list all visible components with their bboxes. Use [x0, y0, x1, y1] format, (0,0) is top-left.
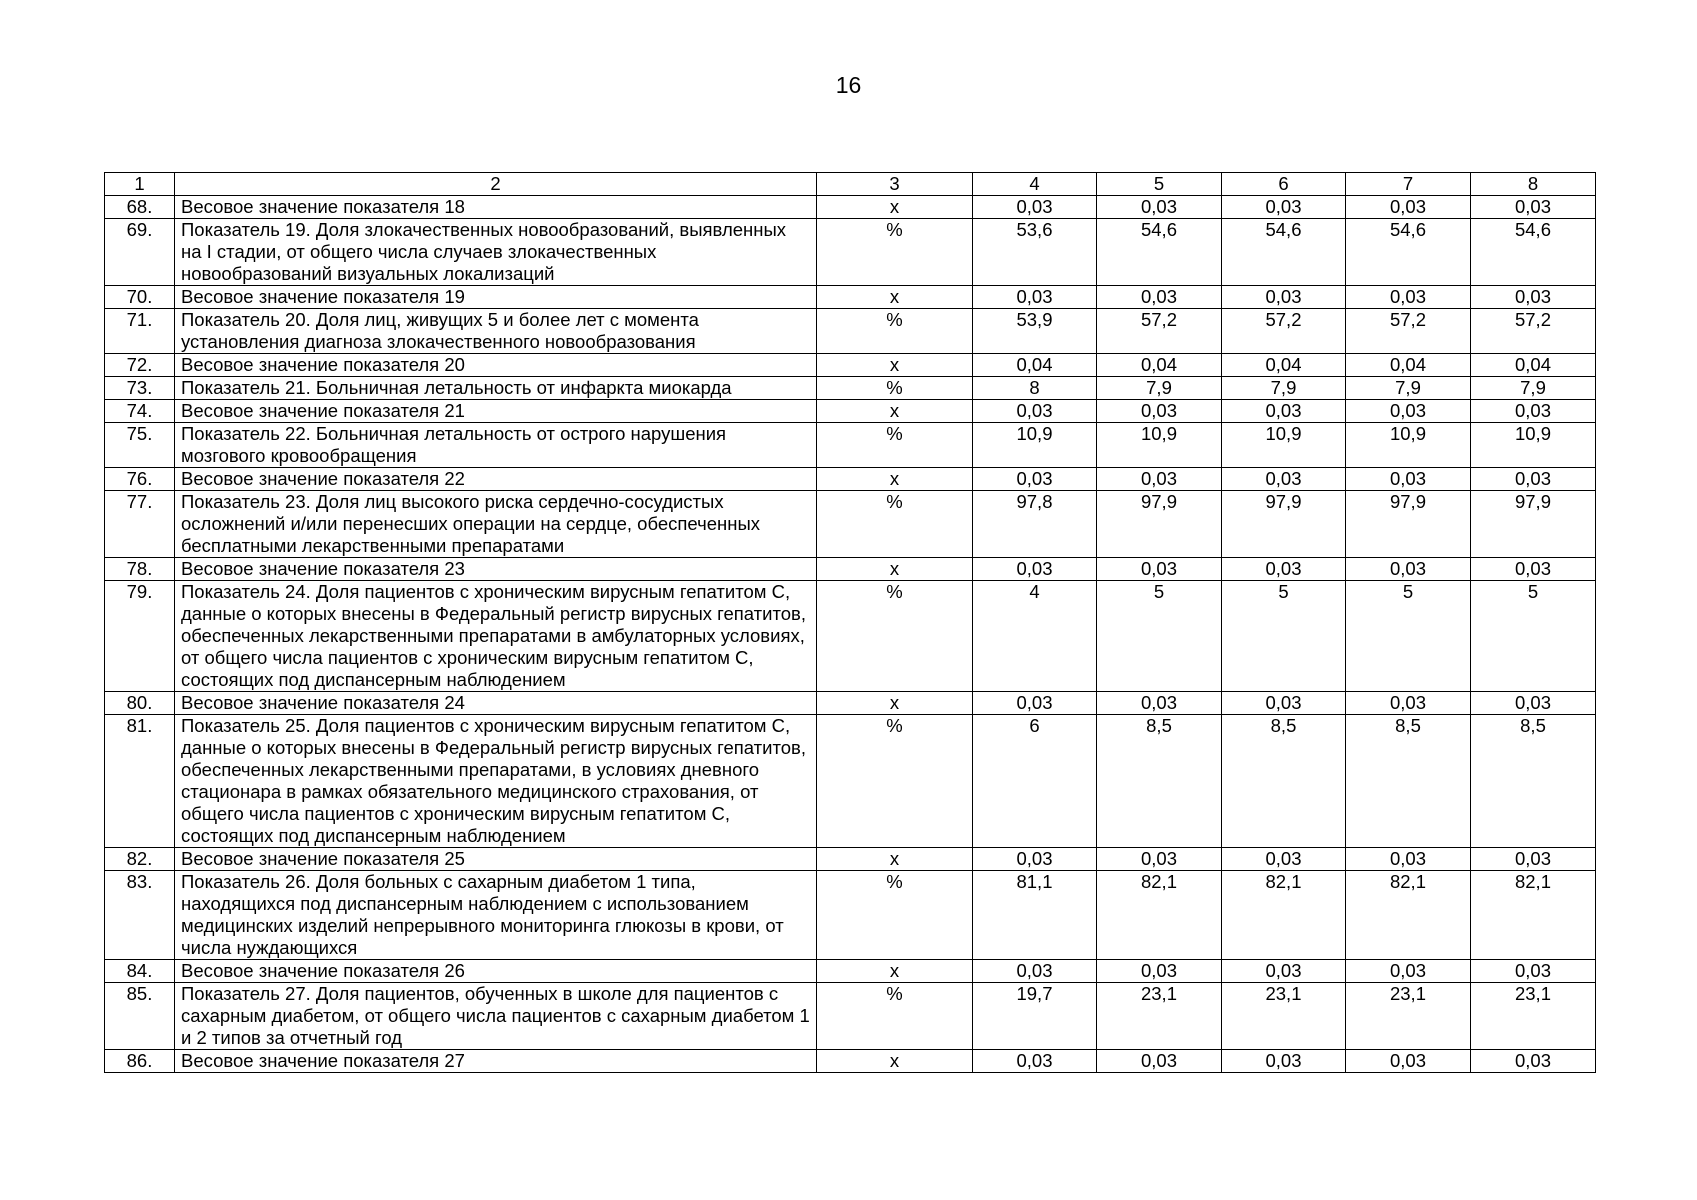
table-header-row — [105, 173, 1596, 196]
column-header-cell: 8 — [1471, 173, 1596, 196]
value-cell: 57,2 — [1471, 309, 1596, 354]
value-cell: 0,03 — [1346, 558, 1471, 581]
value-cell: 10,9 — [1471, 423, 1596, 468]
value-cell: 7,9 — [1471, 377, 1596, 400]
row-number-cell: 76. — [105, 468, 175, 491]
table-row — [105, 848, 1596, 871]
value-cell: 0,03 — [1097, 848, 1222, 871]
value-cell: 8,5 — [1471, 715, 1596, 848]
table-row — [105, 219, 1596, 286]
indicator-name-cell: Показатель 26. Доля больных с сахарным диабетом 1 типа, находящихся под диспансерным наблюдением с использованием медицинских изделий непрерывного мониторинга глюкозы в крови, от числа нуждающихся — [175, 871, 817, 960]
indicator-name-cell: Показатель 23. Доля лиц высокого риска сердечно-сосудистых осложнений и/или перенесших операции на сердце, обеспеченных бесплатными лекарственными препаратами — [175, 491, 817, 558]
value-cell: 23,1 — [1471, 983, 1596, 1050]
indicator-name-cell: Весовое значение показателя 19 — [175, 286, 817, 309]
row-number-cell: 72. — [105, 354, 175, 377]
value-cell: 0,03 — [1097, 960, 1222, 983]
value-cell: 0,03 — [1471, 960, 1596, 983]
table-row — [105, 196, 1596, 219]
unit-cell: x — [817, 848, 973, 871]
unit-cell: x — [817, 196, 973, 219]
value-cell: 0,03 — [1346, 400, 1471, 423]
value-cell: 8 — [973, 377, 1097, 400]
value-cell: 5 — [1097, 581, 1222, 692]
value-cell: 0,03 — [973, 196, 1097, 219]
indicator-name-cell: Показатель 25. Доля пациентов с хроническим вирусным гепатитом С, данные о которых внесены в Федеральный регистр вирусных гепатитов, обеспеченных лекарственными препаратами, в условиях дневного стационара в рамках обязательного медицинского страхования, от общего числа пациентов с хроническим вирусным гепатитом С, состоящих под диспансерным наблюдением — [175, 715, 817, 848]
value-cell: 0,03 — [1471, 1050, 1596, 1073]
value-cell: 0,03 — [1346, 692, 1471, 715]
table-row — [105, 491, 1596, 558]
value-cell: 0,03 — [1097, 468, 1222, 491]
unit-cell: x — [817, 558, 973, 581]
page-number: 16 — [835, 72, 862, 98]
unit-cell: % — [817, 309, 973, 354]
value-cell: 57,2 — [1097, 309, 1222, 354]
value-cell: 0,03 — [1471, 196, 1596, 219]
value-cell: 82,1 — [1471, 871, 1596, 960]
row-number-cell: 78. — [105, 558, 175, 581]
table-row — [105, 581, 1596, 692]
row-number-cell: 73. — [105, 377, 175, 400]
row-number-cell: 81. — [105, 715, 175, 848]
value-cell: 54,6 — [1471, 219, 1596, 286]
value-cell: 0,03 — [1222, 1050, 1346, 1073]
value-cell: 97,9 — [1346, 491, 1471, 558]
table-row — [105, 354, 1596, 377]
unit-cell: x — [817, 286, 973, 309]
value-cell: 4 — [973, 581, 1097, 692]
value-cell: 0,03 — [1097, 286, 1222, 309]
value-cell: 0,03 — [1222, 692, 1346, 715]
row-number-cell: 82. — [105, 848, 175, 871]
value-cell: 0,03 — [1222, 468, 1346, 491]
unit-cell: % — [817, 423, 973, 468]
table-row — [105, 468, 1596, 491]
value-cell: 0,03 — [973, 468, 1097, 491]
unit-cell: x — [817, 1050, 973, 1073]
value-cell: 0,03 — [1097, 400, 1222, 423]
value-cell: 97,9 — [1222, 491, 1346, 558]
table-row — [105, 715, 1596, 848]
unit-cell: % — [817, 581, 973, 692]
value-cell: 0,03 — [1471, 848, 1596, 871]
value-cell: 10,9 — [973, 423, 1097, 468]
row-number-cell: 86. — [105, 1050, 175, 1073]
row-number-cell: 80. — [105, 692, 175, 715]
indicator-name-cell: Весовое значение показателя 22 — [175, 468, 817, 491]
value-cell: 5 — [1346, 581, 1471, 692]
value-cell: 54,6 — [1346, 219, 1471, 286]
value-cell: 97,9 — [1471, 491, 1596, 558]
value-cell: 54,6 — [1222, 219, 1346, 286]
indicators-table — [104, 172, 1596, 1073]
value-cell: 53,6 — [973, 219, 1097, 286]
value-cell: 8,5 — [1346, 715, 1471, 848]
indicator-name-cell: Показатель 22. Больничная летальность от острого нарушения мозгового кровообращения — [175, 423, 817, 468]
table-row — [105, 400, 1596, 423]
row-number-cell: 85. — [105, 983, 175, 1050]
value-cell: 0,03 — [1097, 692, 1222, 715]
indicator-name-cell: Весовое значение показателя 26 — [175, 960, 817, 983]
table-row — [105, 983, 1596, 1050]
value-cell: 0,03 — [1346, 196, 1471, 219]
value-cell: 0,03 — [1097, 1050, 1222, 1073]
value-cell: 0,04 — [1471, 354, 1596, 377]
row-number-cell: 71. — [105, 309, 175, 354]
table-row — [105, 377, 1596, 400]
row-number-cell: 69. — [105, 219, 175, 286]
value-cell: 57,2 — [1346, 309, 1471, 354]
column-header-cell: 5 — [1097, 173, 1222, 196]
table-row — [105, 423, 1596, 468]
column-header-cell: 6 — [1222, 173, 1346, 196]
table-row — [105, 558, 1596, 581]
value-cell: 0,03 — [1471, 286, 1596, 309]
column-header-cell: 2 — [175, 173, 817, 196]
value-cell: 53,9 — [973, 309, 1097, 354]
value-cell: 8,5 — [1222, 715, 1346, 848]
value-cell: 0,03 — [1222, 960, 1346, 983]
value-cell: 0,03 — [1471, 468, 1596, 491]
row-number-cell: 84. — [105, 960, 175, 983]
row-number-cell: 70. — [105, 286, 175, 309]
value-cell: 0,03 — [1346, 848, 1471, 871]
value-cell: 0,04 — [1346, 354, 1471, 377]
value-cell: 0,04 — [1222, 354, 1346, 377]
unit-cell: % — [817, 983, 973, 1050]
unit-cell: % — [817, 491, 973, 558]
table-row — [105, 960, 1596, 983]
value-cell: 0,03 — [973, 1050, 1097, 1073]
indicator-name-cell: Весовое значение показателя 21 — [175, 400, 817, 423]
row-number-cell: 74. — [105, 400, 175, 423]
value-cell: 23,1 — [1097, 983, 1222, 1050]
unit-cell: x — [817, 960, 973, 983]
value-cell: 0,03 — [1097, 558, 1222, 581]
value-cell: 10,9 — [1097, 423, 1222, 468]
unit-cell: % — [817, 871, 973, 960]
indicator-name-cell: Весовое значение показателя 27 — [175, 1050, 817, 1073]
value-cell: 23,1 — [1222, 983, 1346, 1050]
value-cell: 7,9 — [1097, 377, 1222, 400]
value-cell: 5 — [1471, 581, 1596, 692]
indicator-name-cell: Показатель 19. Доля злокачественных новообразований, выявленных на I стадии, от общего числа случаев злокачественных новообразований визуальных локализаций — [175, 219, 817, 286]
value-cell: 97,9 — [1097, 491, 1222, 558]
value-cell: 82,1 — [1097, 871, 1222, 960]
column-header-cell: 1 — [105, 173, 175, 196]
value-cell: 10,9 — [1346, 423, 1471, 468]
value-cell: 6 — [973, 715, 1097, 848]
row-number-cell: 75. — [105, 423, 175, 468]
indicator-name-cell: Показатель 20. Доля лиц, живущих 5 и более лет с момента установления диагноза злокачественного новообразования — [175, 309, 817, 354]
value-cell: 23,1 — [1346, 983, 1471, 1050]
table-row — [105, 309, 1596, 354]
column-header-cell: 4 — [973, 173, 1097, 196]
value-cell: 57,2 — [1222, 309, 1346, 354]
value-cell: 7,9 — [1222, 377, 1346, 400]
value-cell: 0,04 — [1097, 354, 1222, 377]
value-cell: 0,03 — [1222, 848, 1346, 871]
row-number-cell: 83. — [105, 871, 175, 960]
value-cell: 0,03 — [973, 848, 1097, 871]
value-cell: 0,03 — [973, 286, 1097, 309]
unit-cell: % — [817, 219, 973, 286]
value-cell: 5 — [1222, 581, 1346, 692]
row-number-cell: 77. — [105, 491, 175, 558]
row-number-cell: 79. — [105, 581, 175, 692]
unit-cell: x — [817, 468, 973, 491]
value-cell: 0,03 — [1346, 960, 1471, 983]
value-cell: 0,03 — [1222, 558, 1346, 581]
value-cell: 0,03 — [973, 400, 1097, 423]
value-cell: 0,03 — [973, 558, 1097, 581]
value-cell: 8,5 — [1097, 715, 1222, 848]
unit-cell: x — [817, 400, 973, 423]
value-cell: 0,03 — [973, 692, 1097, 715]
indicator-name-cell: Весовое значение показателя 24 — [175, 692, 817, 715]
value-cell: 0,03 — [1222, 286, 1346, 309]
column-header-cell: 3 — [817, 173, 973, 196]
value-cell: 0,03 — [1471, 692, 1596, 715]
value-cell: 97,8 — [973, 491, 1097, 558]
value-cell: 81,1 — [973, 871, 1097, 960]
indicator-name-cell: Весовое значение показателя 18 — [175, 196, 817, 219]
value-cell: 19,7 — [973, 983, 1097, 1050]
column-header-cell: 7 — [1346, 173, 1471, 196]
value-cell: 0,03 — [1346, 286, 1471, 309]
indicator-name-cell: Показатель 21. Больничная летальность от инфаркта миокарда — [175, 377, 817, 400]
value-cell: 10,9 — [1222, 423, 1346, 468]
value-cell: 0,03 — [1222, 196, 1346, 219]
value-cell: 0,03 — [1346, 1050, 1471, 1073]
unit-cell: x — [817, 354, 973, 377]
indicator-name-cell: Весовое значение показателя 25 — [175, 848, 817, 871]
value-cell: 0,03 — [1471, 400, 1596, 423]
table-row — [105, 1050, 1596, 1073]
indicator-name-cell: Весовое значение показателя 23 — [175, 558, 817, 581]
indicator-name-cell: Показатель 27. Доля пациентов, обученных в школе для пациентов с сахарным диабетом, от общего числа пациентов с сахарным диабетом 1 и 2 типов за отчетный год — [175, 983, 817, 1050]
value-cell: 82,1 — [1222, 871, 1346, 960]
unit-cell: % — [817, 715, 973, 848]
value-cell: 54,6 — [1097, 219, 1222, 286]
value-cell: 0,03 — [973, 960, 1097, 983]
value-cell: 0,03 — [1346, 468, 1471, 491]
value-cell: 0,03 — [1222, 400, 1346, 423]
value-cell: 0,03 — [1097, 196, 1222, 219]
table-body — [105, 173, 1596, 1073]
value-cell: 7,9 — [1346, 377, 1471, 400]
value-cell: 82,1 — [1346, 871, 1471, 960]
indicator-name-cell: Весовое значение показателя 20 — [175, 354, 817, 377]
table-row — [105, 871, 1596, 960]
row-number-cell: 68. — [105, 196, 175, 219]
unit-cell: % — [817, 377, 973, 400]
indicator-name-cell: Показатель 24. Доля пациентов с хроническим вирусным гепатитом С, данные о которых внесены в Федеральный регистр вирусных гепатитов, обеспеченных лекарственными препаратами в амбулаторных условиях, от общего числа пациентов с хроническим вирусным гепатитом С, состоящих под диспансерным наблюдением — [175, 581, 817, 692]
table-row — [105, 286, 1596, 309]
value-cell: 0,04 — [973, 354, 1097, 377]
unit-cell: x — [817, 692, 973, 715]
table-row — [105, 692, 1596, 715]
value-cell: 0,03 — [1471, 558, 1596, 581]
